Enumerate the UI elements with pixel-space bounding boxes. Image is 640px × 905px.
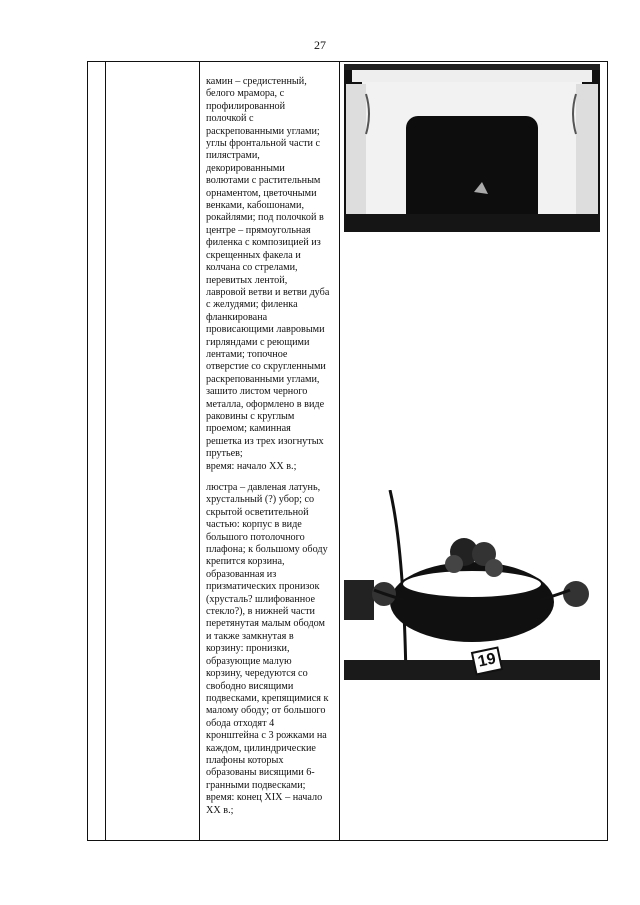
description-line: образованная из: [206, 568, 277, 580]
description-line: призматических пронизок: [206, 581, 320, 593]
column-divider: [105, 62, 106, 840]
description-line: углы фронтальной части с: [206, 138, 321, 150]
chandelier-photo: [344, 490, 600, 680]
description-line: зашито листом черного: [206, 386, 308, 398]
description-line: гранными подвесками;: [206, 779, 306, 791]
description-line: корзину, чередуются со: [206, 668, 308, 680]
description-line: колчана со стрелами,: [206, 262, 298, 274]
description-line: XX в.;: [206, 804, 234, 816]
description-line: раскрепованными углами,: [206, 373, 320, 385]
description-line: пилястрами,: [206, 150, 260, 162]
description-line: раскрепованными углами;: [206, 125, 320, 137]
description-line: время: начало XX в.;: [206, 460, 297, 472]
fireplace-description: [206, 76, 341, 473]
page-number: 27: [314, 38, 326, 52]
column-divider: [199, 62, 200, 840]
description-line: камин – средистенный,: [206, 76, 307, 87]
description-line: венками, кабошонами,: [206, 200, 304, 212]
description-line: обода отходят 4: [206, 717, 275, 729]
description-line: решетка из трех изогнутых: [206, 435, 324, 447]
description-line: люстра – давленая латунь,: [206, 482, 321, 493]
description-line: орнаментом, цветочными: [206, 187, 317, 199]
description-line: волютами с растительным: [206, 175, 321, 187]
description-line: крепится корзина,: [206, 556, 285, 568]
photo-number-label: 19: [476, 650, 498, 671]
description-line: провисающими лавровыми: [206, 324, 325, 336]
description-line: проемом; каминная: [206, 423, 291, 435]
description-line: (хрусталь? шлифованное: [206, 593, 315, 605]
description-line: корзину: пронизки,: [206, 643, 290, 655]
description-line: малому ободу; от большого: [206, 705, 326, 717]
description-line: подвесками, крепящимися к: [206, 692, 329, 704]
description-line: хрустальный (?) убор; со: [206, 494, 315, 506]
description-line: большого потолочного: [206, 531, 305, 543]
description-line: отверстие со скругленными: [206, 361, 326, 373]
description-line: плафоны которых: [206, 754, 284, 766]
description-line: скрытой осветительной: [206, 506, 309, 518]
description-line: белого мрамора, с: [206, 88, 285, 100]
description-line: кронштейна с 3 рожками на: [206, 730, 327, 742]
description-line: гирляндами с реющими: [206, 336, 310, 348]
description-line: каждом, цилиндрические: [206, 742, 316, 754]
description-line: прутьев;: [206, 448, 243, 460]
description-line: декорированными: [206, 162, 285, 174]
description-line: профилированной: [206, 100, 286, 112]
description-line: с желудями; филенка: [206, 299, 298, 311]
description-line: свободно висящими: [206, 680, 294, 692]
description-line: и также замкнутая в: [206, 630, 294, 642]
description-line: частью: корпус в виде: [206, 519, 302, 531]
description-line: скрещенных факела и: [206, 249, 301, 261]
description-line: рокайлями; под полочкой в: [206, 212, 324, 224]
description-line: образованы висящими 6-: [206, 767, 315, 779]
description-line: перевитых лентой,: [206, 274, 288, 286]
description-line: раковины с круглым: [206, 410, 295, 422]
description-line: лентами; топочное: [206, 348, 288, 360]
description-line: образующие малую: [206, 655, 292, 667]
description-line: стекло?), в нижней части: [206, 606, 315, 618]
description-line: центре – прямоугольная: [206, 224, 311, 236]
description-line: перетянутая малым ободом: [206, 618, 325, 630]
description-line: полочкой с: [206, 113, 254, 125]
description-line: время: конец XIX – начало: [206, 792, 323, 804]
fireplace-photo: [344, 64, 600, 232]
inventory-table: [87, 61, 608, 841]
chandelier-description: [206, 482, 341, 817]
description-line: металла, оформлено в виде: [206, 398, 325, 410]
description-line: лавровой ветви и ветви дуба: [206, 286, 330, 298]
description-line: плафона; к большому ободу: [206, 544, 328, 556]
description-line: фланкирована: [206, 311, 268, 323]
description-line: филенка с композицией из: [206, 237, 321, 249]
